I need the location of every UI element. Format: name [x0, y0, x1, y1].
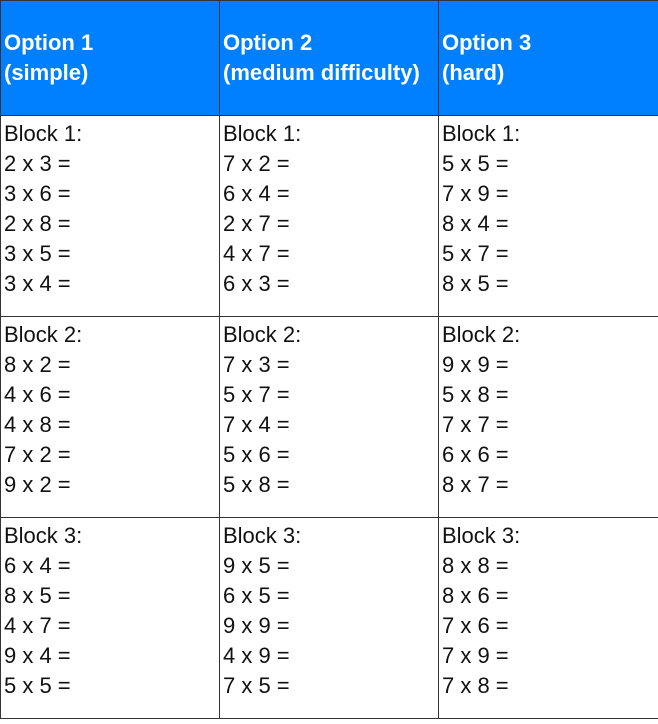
- option-2-block-2-cell: [220, 317, 439, 518]
- block-label: Block 1:: [442, 121, 521, 146]
- problem: 9 x 9 =: [223, 613, 290, 638]
- problem: 4 x 7 =: [223, 241, 290, 266]
- option-1-block-1-cell: [1, 116, 220, 317]
- option-2-subtitle: (medium difficulty): [223, 60, 420, 85]
- problem: 4 x 9 =: [223, 643, 290, 668]
- problem: 6 x 4 =: [223, 181, 290, 206]
- problem: 2 x 8 =: [4, 211, 71, 236]
- problem: 7 x 3 =: [223, 352, 290, 377]
- option-2-block-1-cell: [220, 116, 439, 317]
- problem: 8 x 6 =: [442, 583, 509, 608]
- table-header: [1, 1, 658, 116]
- problem: 7 x 9 =: [442, 181, 509, 206]
- problem: 8 x 8 =: [442, 553, 509, 578]
- option-1-title: Option 1: [4, 30, 94, 55]
- problem: 9 x 2 =: [4, 472, 71, 497]
- option-1-subtitle: (simple): [4, 60, 89, 85]
- block-label: Block 3:: [4, 523, 83, 548]
- table-body: [1, 116, 658, 719]
- problem: 4 x 7 =: [4, 613, 71, 638]
- block-label: Block 1:: [4, 121, 83, 146]
- option-3-block-2-cell: [439, 317, 658, 518]
- problem: 5 x 7 =: [442, 241, 509, 266]
- option-3-header: [439, 1, 658, 116]
- block-2-row: [1, 317, 658, 518]
- problem: 3 x 4 =: [4, 271, 71, 296]
- problem: 5 x 8 =: [442, 382, 509, 407]
- problem: 7 x 2 =: [4, 442, 71, 467]
- block-label: Block 1:: [223, 121, 302, 146]
- option-3-block-3-cell: [439, 518, 658, 719]
- option-3-title: Option 3: [442, 30, 532, 55]
- block-label: Block 2:: [223, 322, 302, 347]
- problem: 5 x 8 =: [223, 472, 290, 497]
- problem: 2 x 7 =: [223, 211, 290, 236]
- option-1-header: [1, 1, 220, 116]
- block-1-row: [1, 116, 658, 317]
- problem: 7 x 7 =: [442, 412, 509, 437]
- option-2-header: [220, 1, 439, 116]
- problem: 3 x 6 =: [4, 181, 71, 206]
- header-row: [1, 1, 658, 116]
- problem: 6 x 3 =: [223, 271, 290, 296]
- problem: 5 x 5 =: [442, 151, 509, 176]
- block-label: Block 2:: [442, 322, 521, 347]
- problem: 6 x 4 =: [4, 553, 71, 578]
- problem: 5 x 7 =: [223, 382, 290, 407]
- problem: 7 x 8 =: [442, 673, 509, 698]
- problem: 8 x 5 =: [442, 271, 509, 296]
- problem: 8 x 5 =: [4, 583, 71, 608]
- problem: 8 x 2 =: [4, 352, 71, 377]
- problem: 8 x 4 =: [442, 211, 509, 236]
- problem: 9 x 5 =: [223, 553, 290, 578]
- block-label: Block 3:: [223, 523, 302, 548]
- problem: 6 x 6 =: [442, 442, 509, 467]
- block-label: Block 2:: [4, 322, 83, 347]
- problem: 9 x 4 =: [4, 643, 71, 668]
- problem: 7 x 5 =: [223, 673, 290, 698]
- option-2-title: Option 2: [223, 30, 313, 55]
- problem: 5 x 5 =: [4, 673, 71, 698]
- problem: 6 x 5 =: [223, 583, 290, 608]
- option-3-subtitle: (hard): [442, 60, 505, 85]
- block-3-row: [1, 518, 658, 719]
- problem: 2 x 3 =: [4, 151, 71, 176]
- problem: 5 x 6 =: [223, 442, 290, 467]
- problem: 7 x 2 =: [223, 151, 290, 176]
- problem: 8 x 7 =: [442, 472, 509, 497]
- problem: 3 x 5 =: [4, 241, 71, 266]
- block-label: Block 3:: [442, 523, 521, 548]
- problem: 7 x 6 =: [442, 613, 509, 638]
- problem: 4 x 6 =: [4, 382, 71, 407]
- option-3-block-1-cell: [439, 116, 658, 317]
- option-1-block-3-cell: [1, 518, 220, 719]
- option-2-block-3-cell: [220, 518, 439, 719]
- problem: 4 x 8 =: [4, 412, 71, 437]
- option-1-block-2-cell: [1, 317, 220, 518]
- problem: 7 x 4 =: [223, 412, 290, 437]
- problem: 9 x 9 =: [442, 352, 509, 377]
- problem: 7 x 9 =: [442, 643, 509, 668]
